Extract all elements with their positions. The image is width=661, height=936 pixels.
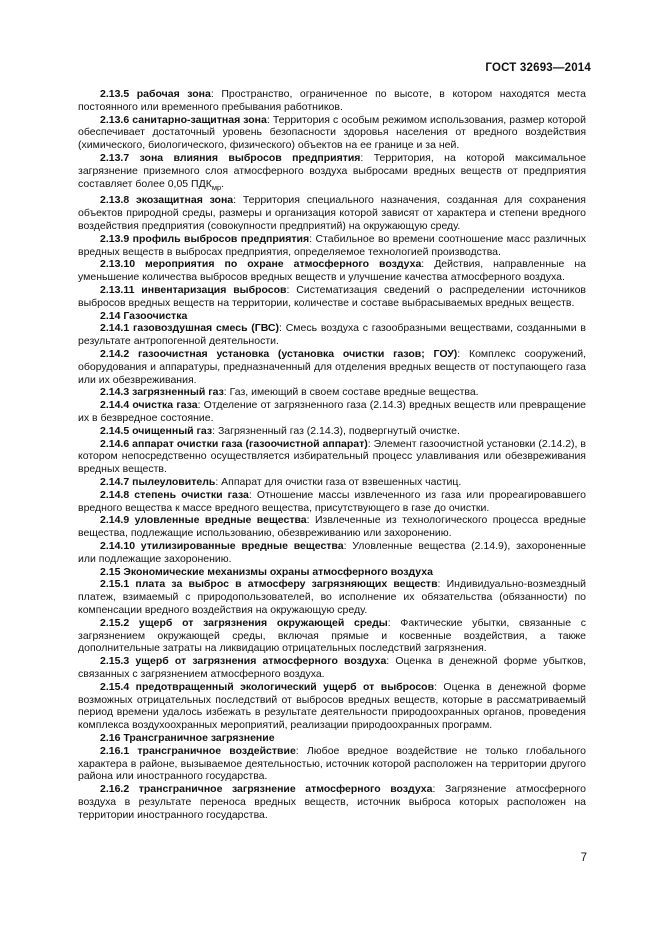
definition-text: : Комплекс сооружений, оборудования и аппаратуры, предназначенный для отделения вредных веществ от поступающего газа или их обезвреживания.	[78, 348, 586, 386]
document-body	[78, 88, 586, 822]
term: 2.16.2 трансграничное загрязнение атмосферного воздуха	[100, 783, 433, 796]
term: 2.13.5 рабочая зона	[100, 88, 211, 100]
definition-text: : Систематизация сведений о распределении источников выбросов вредных веществ на территории, количестве и составе выбрасываемых вредных веществ.	[78, 284, 586, 309]
definition-text: : Элемент газоочистной установки (2.14.2), в котором непосредственно осуществляется избирательный процесс улавливания или обезвреживания вредных веществ.	[78, 437, 586, 476]
definition-paragraph	[78, 284, 586, 310]
term: 2.13.8 экозащитная зона	[100, 194, 234, 207]
definition-paragraph	[78, 489, 586, 515]
definition-paragraph	[78, 425, 586, 438]
definition-text: : Пространство, ограниченное по высоте, в котором находятся места постоянного или временного пребывания работников.	[78, 88, 586, 113]
definition-text: : Фактические убытки, связанные с загрязнением окружающей среды, включая прямые и косвенные воздействия, а также дополнительные затраты на ликвидацию отрицательных последствий загрязнения.	[78, 616, 587, 655]
standard-number: ГОСТ 32693—2014	[485, 62, 591, 74]
definition-tail: .	[221, 177, 225, 190]
term: 2.15.4 предотвращенный экологический ущерб от выбросов	[100, 680, 435, 693]
definition-text: : Индивидуально-возмездный платеж, взимаемый с природопользователей, во исполнение их обязательства (обязанности) по компенсации вредного воздействия на окружающую среду.	[78, 578, 586, 616]
term: 2.13.6 санитарно-защитная зона	[100, 113, 267, 126]
definition-text: : Любое вредное воздействие не только глобального характера в районе, вызываемое деятельностью, источник которой расположен на территории другого района или иностранного государства.	[78, 744, 586, 783]
definition-paragraph	[78, 783, 586, 821]
page-number: 7	[580, 852, 587, 864]
definition-paragraph	[78, 88, 586, 114]
term: 2.15.2 ущерб от загрязнения окружающей среды	[100, 616, 388, 629]
definition-text: : Аппарат для очистки газа от взвешенных частиц.	[215, 476, 462, 488]
term: 2.14.2 газоочистная установка (установка очистки газов; ГОУ)	[100, 348, 458, 361]
definition-text: : Уловленные вещества (2.14.9), захороненные или подлежащие захоронению.	[78, 539, 586, 565]
definition-paragraph	[78, 540, 586, 566]
definition-text: : Газ, имеющий в своем составе вредные вещества.	[223, 386, 479, 399]
term: 2.15.1 плата за выброс в атмосферу загрязняющих веществ	[100, 578, 438, 591]
definition-text: : Территория специального назначения, созданная для сохранения объектов природной среды, размеры и организация которой зависят от характера и степени вредного воздействия предприятия (совокупности предприятий) на окружающую среду.	[78, 194, 586, 233]
definition-text: : Стабильное во времени соотношение масс различных вредных веществ в выбросах предприятия, определяемое технологией производства.	[78, 232, 587, 258]
term: 2.13.10 мероприятия по охране атмосферного воздуха	[100, 258, 422, 271]
term: 2.14.5 очищенный газ	[100, 424, 213, 437]
term: 2.13.11 инвентаризация выбросов	[100, 284, 287, 297]
definition-text: : Действия, направленные на уменьшение количества выбросов вредных веществ и улучшение качества атмосферного воздуха.	[78, 258, 586, 284]
section-heading: 2.16 Трансграничное загрязнение	[100, 731, 275, 744]
definition-paragraph	[78, 233, 586, 259]
definition-text: : Загрязненный газ (2.14.3), подвергнутый очистке.	[212, 424, 460, 437]
term: 2.14.1 газовоздушная смесь (ГВС)	[100, 322, 280, 335]
definition-text: : Территория, на которой максимальное загрязнение приземного слоя атмосферного воздуха выбросами вредных веществ от предприятия составляет более 0,05 ПДК	[78, 151, 586, 190]
definition-paragraph	[78, 681, 586, 732]
definition-paragraph	[78, 114, 586, 152]
term: 2.13.9 профиль выбросов предприятия	[100, 232, 310, 245]
term: 2.14.4 очистка газа	[100, 399, 198, 412]
definition-paragraph	[78, 655, 586, 681]
definition-text: : Загрязнение атмосферного воздуха в результате переноса вредных веществ, источник выброса которых расположен на территории иностранного государства.	[78, 783, 586, 821]
definition-text: : Оценка в денежной форме возможных отрицательных последствий от выбросов вредных веществ, которые в рассматриваемый период времени удалось избежать в результате деятельности природоохранных органов, проведения комплекса воздухоохранных мероприятий, реализации природоохранных программ.	[78, 680, 587, 732]
definition-text: : Территория с особым режимом использования, размер которой обеспечивает достаточный уровень безопасности здоровья населения от вредного воздействия (химического, биологического, физического) объектов на ее границе и за ней.	[78, 113, 586, 152]
section-heading: 2.14 Газоочистка	[100, 309, 188, 322]
definition-paragraph	[78, 258, 586, 284]
term: 2.14.8 степень очистки газа	[100, 488, 249, 501]
definition-paragraph	[78, 514, 586, 540]
definition-paragraph	[78, 386, 586, 399]
term: 2.14.10 утилизированные вредные вещества	[100, 539, 344, 552]
term: 2.15.3 ущерб от загрязнения атмосферного воздуха	[100, 655, 387, 668]
definition-text: : Отделение от загрязненного газа (2.14.3) вредных веществ или превращение их в безвредное состояние.	[78, 399, 586, 425]
term: 2.14.9 уловленные вредные вещества	[100, 514, 307, 527]
definition-paragraph	[78, 152, 586, 194]
definition-paragraph	[78, 348, 586, 386]
section-heading: 2.15 Экономические механизмы охраны атмосферного воздуха	[100, 565, 433, 578]
definition-paragraph	[78, 399, 586, 425]
definition-paragraph	[78, 322, 586, 348]
term: 2.16.1 трансграничное воздействие	[100, 744, 296, 757]
definition-text: : Оценка в денежной форме убытков, связанных с загрязнением атмосферного воздуха.	[78, 655, 586, 680]
definition-text: : Отношение массы извлеченного из газа или прореагировавшего вредного вещества к массе вредного вещества, присутствующего в газе до очистки.	[78, 488, 586, 514]
definition-paragraph	[78, 476, 586, 489]
term: 2.13.7 зона влияния выбросов предприятия	[100, 151, 361, 164]
definition-paragraph	[78, 194, 586, 232]
term: 2.14.6 аппарат очистки газа (газоочистной аппарат)	[100, 437, 368, 450]
term: 2.14.7 пылеуловитель	[100, 476, 216, 488]
definition-text: : Извлеченные из технологического процесса вредные вещества, подлежащие использованию, обезвреживанию или захоронению.	[78, 514, 586, 540]
definition-paragraph	[78, 438, 586, 476]
subscript: мр	[211, 182, 222, 192]
definition-paragraph	[78, 617, 586, 655]
definition-paragraph	[78, 578, 586, 616]
definition-paragraph	[78, 745, 586, 783]
term: 2.14.3 загрязненный газ	[100, 386, 224, 399]
definition-text: : Смесь воздуха с газообразными веществами, созданными в результате антропогенной деятельности.	[78, 322, 586, 348]
